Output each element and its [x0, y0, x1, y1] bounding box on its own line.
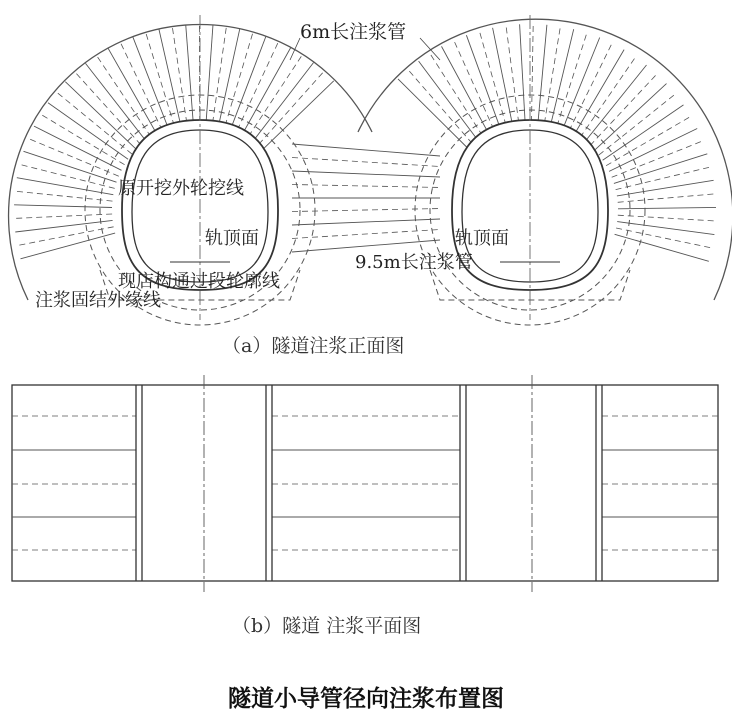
plan-outer-frame: [12, 385, 718, 581]
label-pipe-6m: 6m长注浆管: [300, 21, 407, 43]
radial-pipe: [17, 178, 114, 195]
radial-pipe: [616, 228, 712, 248]
radial-pipe: [108, 48, 156, 133]
radial-pipe: [21, 233, 116, 259]
page-title: 隧道小导管径向注浆布置图: [228, 686, 504, 712]
plan-grout-lines: [12, 416, 718, 550]
radial-pipe: [617, 222, 714, 235]
radial-pipe: [618, 194, 716, 203]
radial-pipe: [398, 79, 468, 148]
radial-pipe: [595, 84, 667, 151]
caption-front-view: （a）隧道注浆正面图: [222, 335, 405, 357]
radial-pipe: [599, 94, 676, 155]
radial-pipe: [97, 55, 152, 136]
radial-pipe: [120, 42, 162, 131]
radial-pipe: [14, 205, 112, 208]
radial-pipe: [609, 129, 697, 172]
radial-pipe: [206, 25, 213, 123]
radial-pipe: [14, 214, 112, 218]
label-existing-structure: 现店构通过段轮廓线: [118, 271, 280, 292]
radial-pipe: [506, 26, 519, 123]
radial-pipe: [254, 63, 314, 141]
radial-pipe: [606, 116, 691, 165]
radial-pipe: [41, 114, 125, 165]
radial-pipe: [231, 36, 266, 128]
radial-pipe: [466, 35, 500, 127]
radial-pipe: [544, 27, 560, 124]
radial-pipe: [532, 24, 534, 122]
radial-pipe: [15, 191, 113, 201]
plan-view: [12, 375, 718, 637]
radial-pipe: [48, 103, 128, 160]
radial-pipe: [186, 25, 194, 123]
pipe-6m-leader-2: [420, 38, 440, 60]
radial-pipe: [618, 207, 716, 208]
radial-pipe: [614, 154, 707, 184]
radial-pipe: [248, 55, 302, 137]
radial-pipe: [15, 220, 112, 232]
radial-pipe: [172, 26, 187, 123]
label-pipe-9-5m: 9.5m长注浆管: [355, 252, 473, 273]
radial-pipe: [585, 65, 646, 141]
radial-pipe: [259, 71, 324, 144]
caption-plan-view: （b）隧道 注浆平面图: [232, 615, 422, 637]
label-orig-excavation: 原开挖外轮挖线: [118, 178, 244, 199]
radial-pipe: [263, 81, 334, 149]
radial-pipe: [580, 57, 636, 138]
radial-pipe: [618, 215, 716, 221]
radial-pipe: [34, 126, 122, 170]
plan-tunnel-walls: [136, 385, 602, 581]
radial-pipe: [237, 41, 278, 130]
radial-pipe: [159, 29, 181, 125]
radial-pipe: [575, 50, 625, 135]
radial-pipe: [569, 43, 612, 131]
radial-pipe: [603, 105, 684, 160]
radial-pipe: [430, 53, 483, 136]
radial-pipe: [590, 74, 657, 146]
label-rail-top-right: 轨顶面: [455, 228, 509, 249]
radial-pipe: [520, 24, 526, 122]
radial-pipe: [442, 46, 489, 132]
middle-pipe: [292, 144, 440, 156]
label-grout-outer: 注浆固结外缘线: [35, 290, 161, 311]
middle-pipe: [292, 240, 440, 252]
radial-pipe: [479, 31, 506, 125]
radial-pipe: [617, 180, 714, 196]
radial-pipe: [243, 48, 291, 134]
radial-pipe: [56, 92, 132, 154]
radial-pipe: [493, 28, 513, 124]
radial-pipe: [408, 70, 472, 144]
label-rail-top-left: 轨顶面: [205, 228, 259, 249]
radial-pipe: [615, 234, 709, 261]
radial-pipe: [219, 28, 240, 124]
front-view: [9, 15, 732, 357]
radial-pipe: [133, 37, 169, 128]
pipe-6m-leader: [290, 38, 300, 60]
middle-pipe: [292, 158, 440, 167]
middle-pipe: [292, 171, 440, 177]
radial-pipe: [538, 25, 547, 123]
middle-pipe: [292, 209, 440, 212]
radial-pipe: [213, 26, 227, 123]
